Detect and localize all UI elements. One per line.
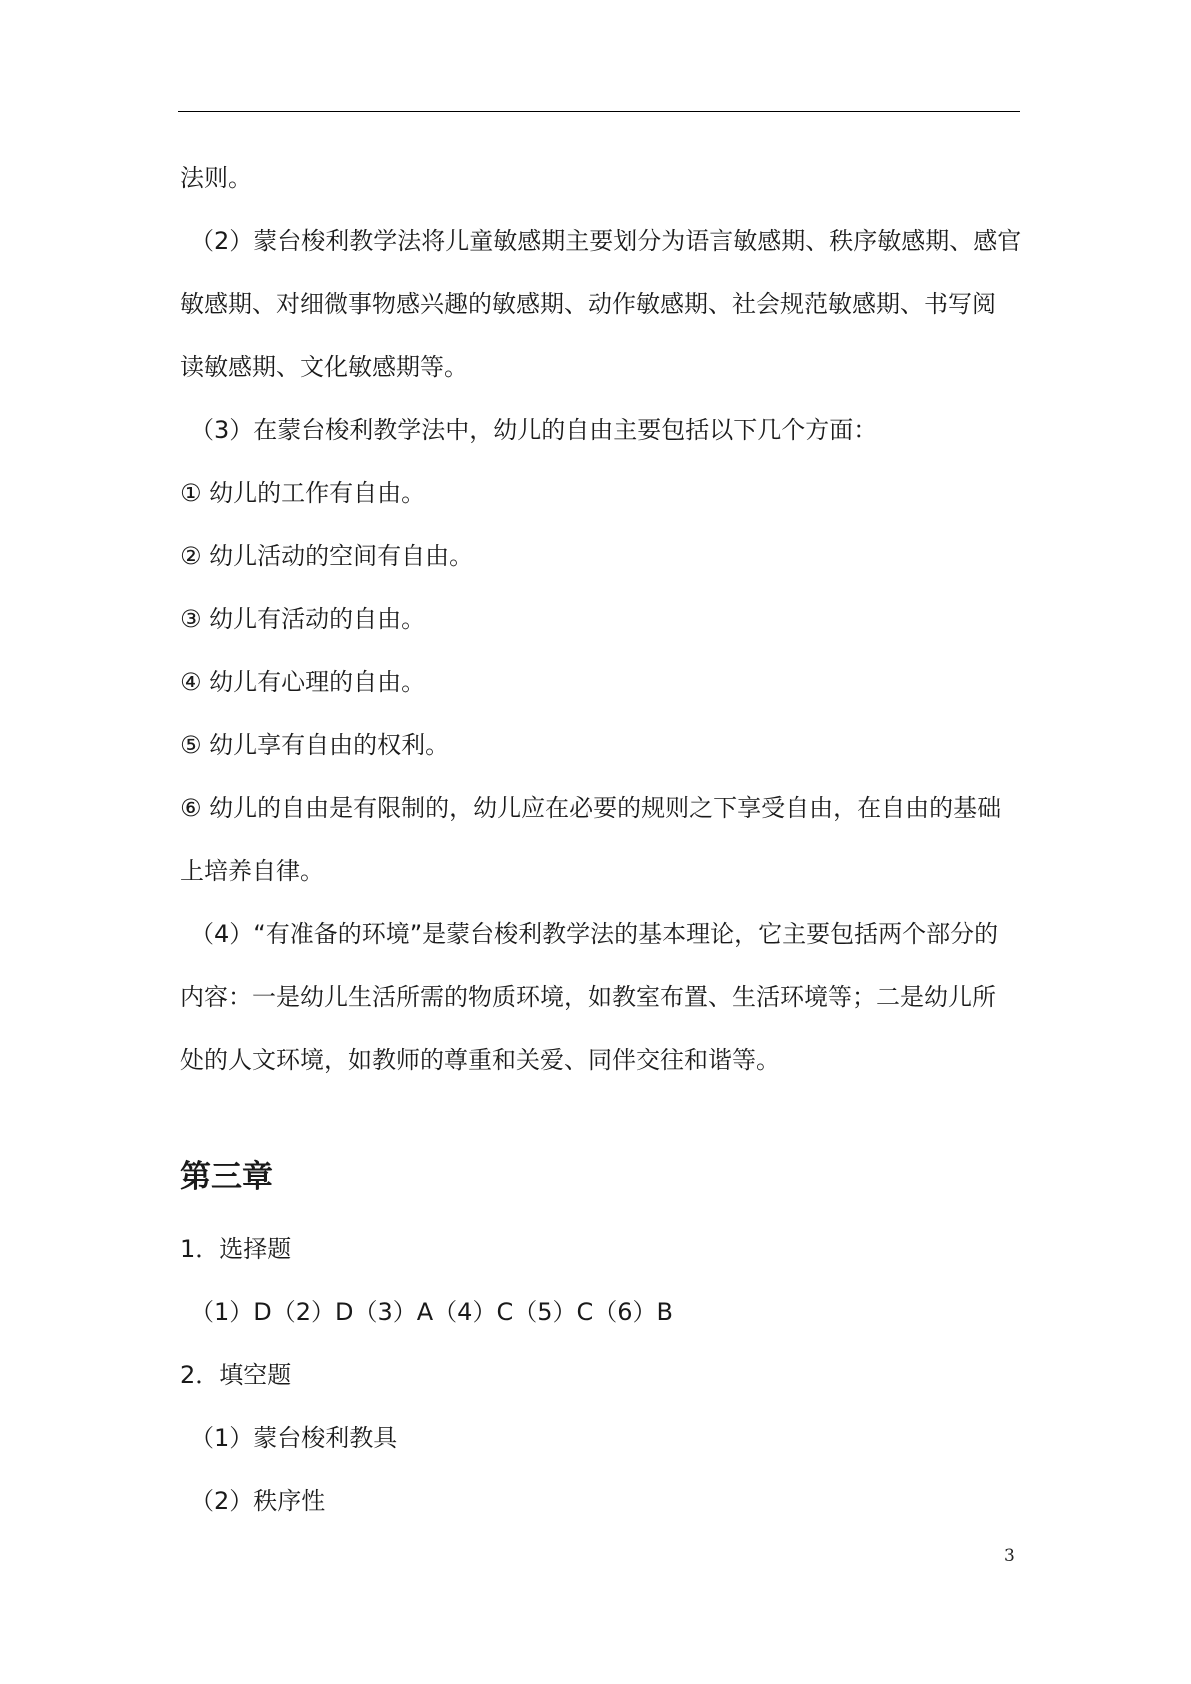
question-heading: 1．选择题 [180, 1235, 292, 1263]
text-line: 内容：一是幼儿生活所需的物质环境，如教室布置、生活环境等；二是幼儿所 [180, 983, 996, 1011]
answer-line: （1）蒙台梭利教具 [190, 1424, 398, 1452]
text-line: （4）“有准备的环境”是蒙台梭利教学法的基本理论，它主要包括两个部分的 [190, 920, 999, 948]
answer-line: （2）秩序性 [190, 1487, 326, 1515]
list-item: ② 幼儿活动的空间有自由。 [180, 542, 474, 570]
question-heading: 2．填空题 [180, 1361, 292, 1389]
list-item: ① 幼儿的工作有自由。 [180, 479, 426, 507]
text-line: 上培养自律。 [180, 857, 324, 885]
answer-line: （1）D（2）D（3）A（4）C（5）C（6）B [190, 1298, 673, 1326]
page-number: 3 [1004, 1546, 1015, 1566]
text-line: 读敏感期、文化敏感期等。 [180, 353, 468, 381]
text-line: 敏感期、对细微事物感兴趣的敏感期、动作敏感期、社会规范敏感期、书写阅 [180, 290, 996, 318]
text-line: （3）在蒙台梭利教学法中，幼儿的自由主要包括以下几个方面： [190, 416, 878, 444]
text-line: （2）蒙台梭利教学法将儿童敏感期主要划分为语言敏感期、秩序敏感期、感官 [190, 227, 1022, 255]
list-item: ⑥ 幼儿的自由是有限制的，幼儿应在必要的规则之下享受自由，在自由的基础 [180, 794, 1002, 822]
text-line: 处的人文环境，如教师的尊重和关爱、同伴交往和谐等。 [180, 1046, 780, 1074]
text-line: 法则。 [180, 164, 252, 192]
list-item: ⑤ 幼儿享有自由的权利。 [180, 731, 450, 759]
list-item: ③ 幼儿有活动的自由。 [180, 605, 426, 633]
header-rule [178, 111, 1020, 112]
list-item: ④ 幼儿有心理的自由。 [180, 668, 426, 696]
chapter-heading: 第三章 [180, 1159, 273, 1195]
